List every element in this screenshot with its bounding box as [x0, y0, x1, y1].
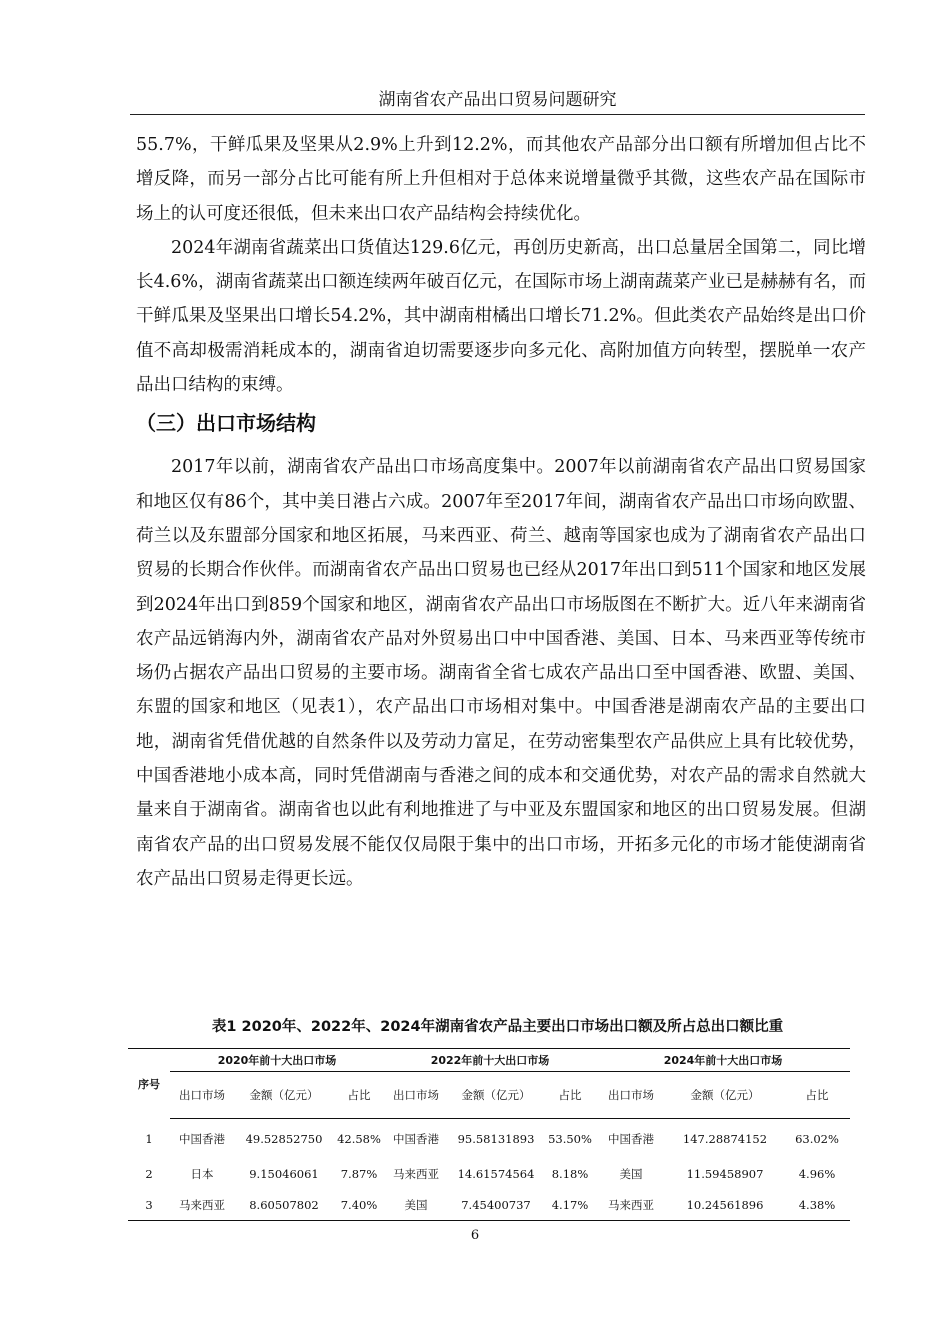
- table-caption: 表1 2020年、2022年、2024年湖南省农产品主要出口市场出口额及所占总出口额比重: [211, 1019, 784, 1035]
- column-header: 出口市场: [596, 1072, 666, 1119]
- table-cell: 中国香港: [179, 1131, 225, 1146]
- table-cell: 147.28874152: [682, 1131, 768, 1146]
- table-group-header-row: [128, 1049, 850, 1072]
- table-cell: 53.50%: [548, 1131, 592, 1146]
- table-cell: 8.18%: [551, 1167, 589, 1181]
- table-column-header-row: [128, 1072, 850, 1119]
- column-header: 占比: [544, 1072, 596, 1119]
- column-header: 出口市场: [384, 1072, 448, 1119]
- table-cell: 马来西亚: [393, 1167, 439, 1181]
- table-cell: 8.60507802: [234, 1190, 334, 1221]
- table-cell: 美国: [619, 1167, 643, 1181]
- seq-header: 序号: [128, 1049, 170, 1119]
- column-header: 占比: [784, 1072, 850, 1119]
- column-header: 金额（亿元）: [666, 1072, 784, 1119]
- table-cell: 日本: [190, 1167, 214, 1181]
- group-header-2020: 2020年前十大出口市场: [170, 1049, 384, 1072]
- table-cell: 42.58%: [337, 1131, 381, 1146]
- running-header-title: 湖南省农产品出口贸易问题研究: [378, 90, 617, 110]
- table-cell: 3: [128, 1190, 170, 1221]
- page-number: 6: [470, 1228, 480, 1243]
- table-cell: 1: [145, 1131, 153, 1146]
- table-cell: 10.24561896: [666, 1190, 784, 1221]
- column-header: 占比: [334, 1072, 384, 1119]
- table-cell: 4.17%: [544, 1190, 596, 1221]
- column-header: 金额（亿元）: [234, 1072, 334, 1119]
- table-cell: 7.87%: [340, 1167, 378, 1181]
- table-cell: 马来西亚: [170, 1190, 234, 1221]
- table-row: [128, 1190, 850, 1221]
- table-cell: 中国香港: [393, 1131, 439, 1146]
- paragraph: 2024年湖南省蔬菜出口货值达129.6亿元，再创历史新高，出口总量居全国第二，同比增长4.6%，湖南省蔬菜出口额连续两年破百亿元，在国际市场上湖南蔬菜产业已是赫赫有名，而干鲜瓜果及坚果出口增长54.2%，其中湖南柑橘出口增长71.2%。但此类农产品始终是出口价值不高却极需消耗成本的，湖南省迫切需要逐步向多元化、高附加值方向转型，摆脱单一农产品出口结构的束缚。: [136, 237, 866, 396]
- paragraph: 55.7%，干鲜瓜果及坚果从2.9%上升到12.2%，而其他农产品部分出口额有所增加但占比不增反降，而另一部分占比可能有所上升但相对于总体来说增量微乎其微，这些农产品在国际市场上的认可度还很低，但未来出口农产品结构会持续优化。: [136, 135, 866, 224]
- table-cell: 中国香港: [608, 1131, 654, 1146]
- column-header: 出口市场: [170, 1072, 234, 1119]
- table-cell: 63.02%: [795, 1131, 839, 1146]
- table-cell: 95.58131893: [457, 1131, 535, 1146]
- group-header-2022: 2022年前十大出口市场: [384, 1049, 596, 1072]
- running-header: [130, 86, 865, 115]
- table-cell: 11.59458907: [686, 1167, 764, 1181]
- table-row: [128, 1159, 850, 1190]
- table-cell: 9.15046061: [249, 1167, 319, 1181]
- table-cell: 7.40%: [334, 1190, 384, 1221]
- table-cell: 7.45400737: [448, 1190, 544, 1221]
- table-cell: 2: [145, 1167, 153, 1181]
- column-header: 金额（亿元）: [448, 1072, 544, 1119]
- table-cell: 美国: [384, 1190, 448, 1221]
- page-body: [136, 128, 866, 896]
- group-header-2024: 2024年前十大出口市场: [596, 1049, 850, 1072]
- export-market-table: [128, 1048, 850, 1221]
- table-row: [128, 1119, 850, 1159]
- paragraph: 2017年以前，湖南省农产品出口市场高度集中。2007年以前湖南省农产品出口贸易国家和地区仅有86个，其中美日港占六成。2007年至2017年间，湖南省农产品出口市场向欧盟、荷兰以及东盟部分国家和地区拓展，马来西亚、荷兰、越南等国家也成为了湖南省农产品出口贸易的长期合作伙伴。而湖南省农产品出口贸易也已经从2017年出口到511个国家和地区发展到2024年出口到859个国家和地区，湖南省农产品出口市场版图在不断扩大。近八年来湖南省农产品远销海内外，湖南省农产品对外贸易出口中中国香港、美国、日本、马来西亚等传统市场仍占据农产品出口贸易的主要市场。湖南省全省七成农产品出口至中国香港、欧盟、美国、东盟的国家和地区（见表1），农产品出口市场相对集中。中国香港是湖南农产品的主要出口地，湖南省凭借优越的自然条件以及劳动力富足，在劳动密集型农产品供应上具有比较优势，中国香港地小成本高，同时凭借湖南与香港之间的成本和交通优势，对农产品的需求自然就大量来自于湖南省。湖南省也以此有利地推进了与中亚及东盟国家和地区的出口贸易发展。但湖南省农产品的出口贸易发展不能仅仅局限于集中的出口市场，开拓多元化的市场才能使湖南省农产品出口贸易走得更长远。: [136, 457, 866, 889]
- table-cell: 4.38%: [784, 1190, 850, 1221]
- table-cell: 14.61574564: [457, 1167, 535, 1181]
- section-heading: （三）出口市场结构: [136, 411, 316, 436]
- table-cell: 马来西亚: [596, 1190, 666, 1221]
- table-cell: 4.96%: [798, 1167, 836, 1181]
- table-cell: 49.52852750: [245, 1131, 323, 1146]
